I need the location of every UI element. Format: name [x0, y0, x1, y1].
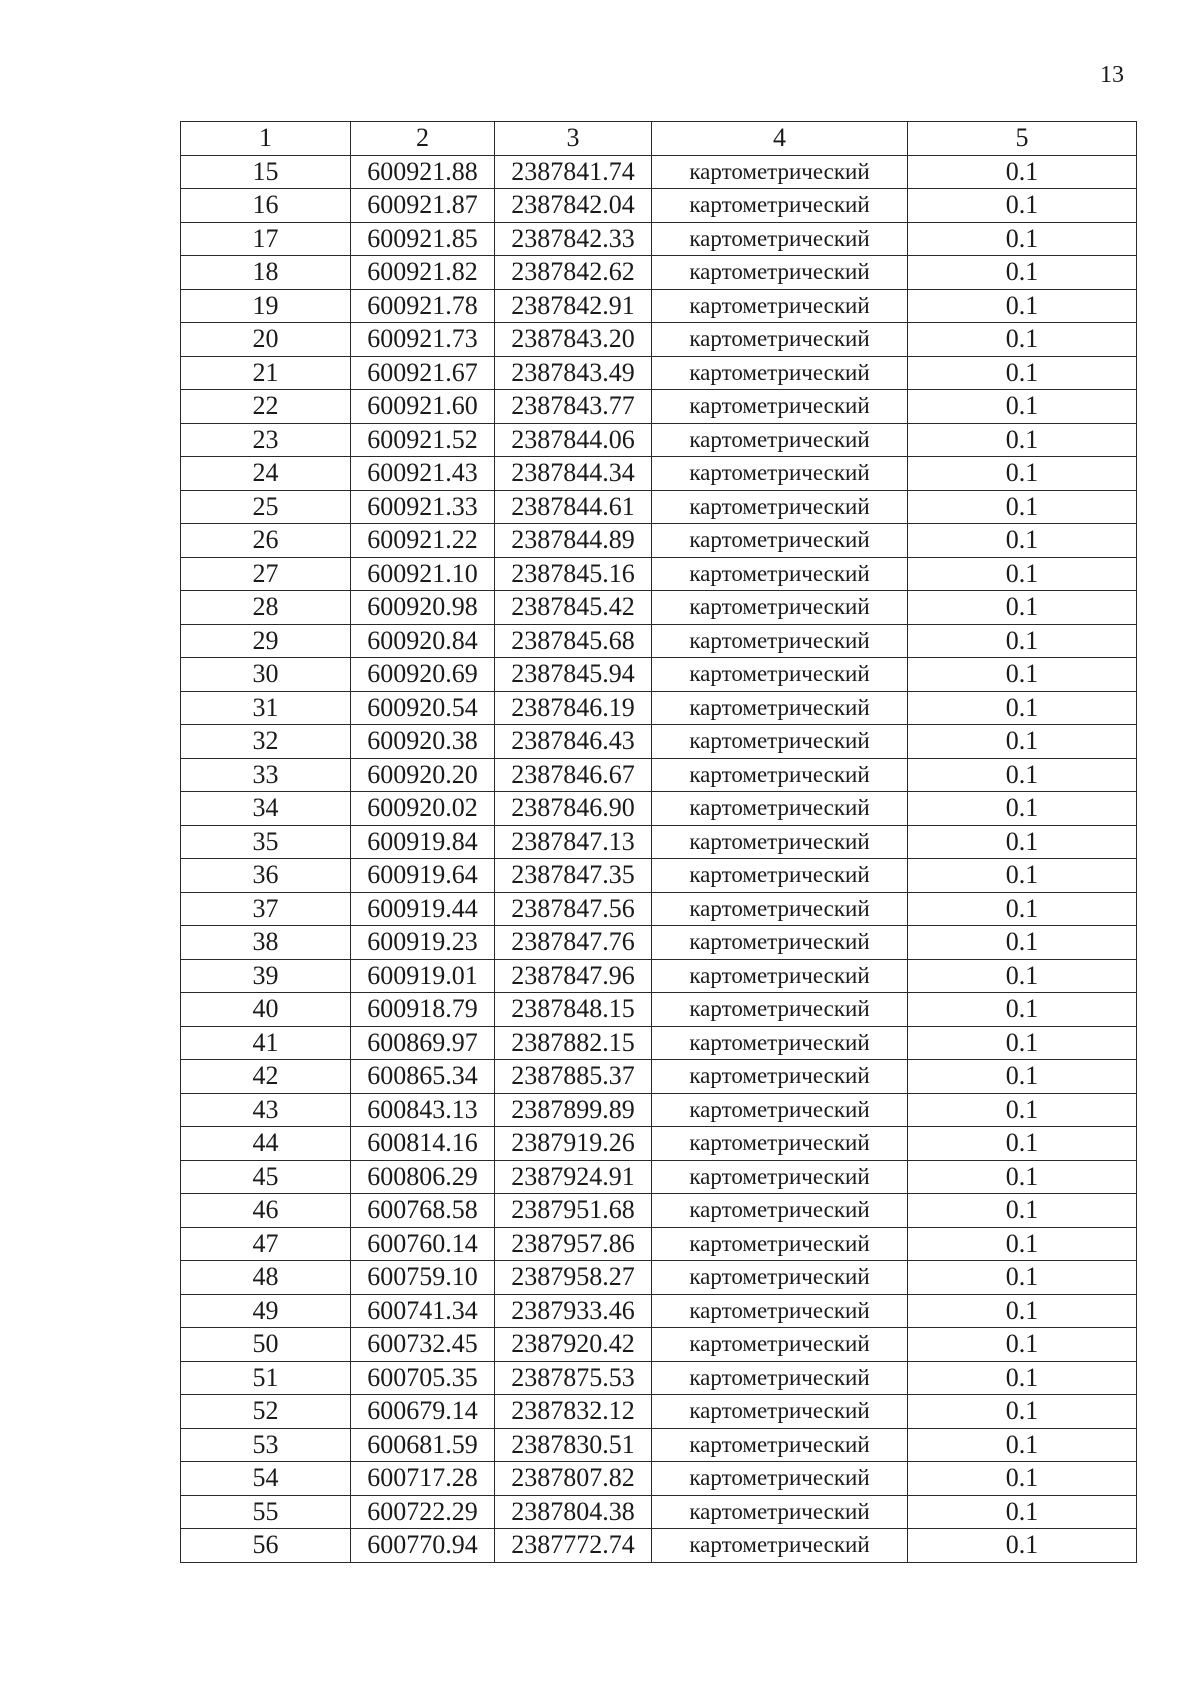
method-cell: картометрический: [652, 1127, 908, 1161]
point-number-cell: 45: [181, 1160, 351, 1194]
method-cell: картометрический: [652, 356, 908, 390]
table-row: [181, 1160, 1137, 1194]
y-coordinate-cell: 2387772.74: [495, 1529, 652, 1563]
table-row: [181, 390, 1137, 424]
accuracy-cell: 0.1: [908, 1227, 1137, 1261]
x-coordinate-cell: 600814.16: [351, 1127, 495, 1161]
table-row: [181, 222, 1137, 256]
point-number-cell: 32: [181, 725, 351, 759]
y-coordinate-cell: 2387843.49: [495, 356, 652, 390]
point-number-cell: 21: [181, 356, 351, 390]
y-coordinate-cell: 2387846.67: [495, 758, 652, 792]
y-coordinate-cell: 2387920.42: [495, 1328, 652, 1362]
y-coordinate-cell: 2387847.96: [495, 959, 652, 993]
y-coordinate-cell: 2387846.43: [495, 725, 652, 759]
accuracy-cell: 0.1: [908, 557, 1137, 591]
table-row: [181, 825, 1137, 859]
table-row: [181, 658, 1137, 692]
x-coordinate-cell: 600722.29: [351, 1495, 495, 1529]
x-coordinate-cell: 600919.23: [351, 926, 495, 960]
accuracy-cell: 0.1: [908, 1495, 1137, 1529]
y-coordinate-cell: 2387875.53: [495, 1361, 652, 1395]
table-row: [181, 423, 1137, 457]
point-number-cell: 22: [181, 390, 351, 424]
x-coordinate-cell: 600921.82: [351, 256, 495, 290]
column-header-1: 1: [181, 122, 351, 156]
point-number-cell: 42: [181, 1060, 351, 1094]
accuracy-cell: 0.1: [908, 1093, 1137, 1127]
x-coordinate-cell: 600869.97: [351, 1026, 495, 1060]
method-cell: картометрический: [652, 1361, 908, 1395]
y-coordinate-cell: 2387845.68: [495, 624, 652, 658]
y-coordinate-cell: 2387844.61: [495, 490, 652, 524]
y-coordinate-cell: 2387830.51: [495, 1428, 652, 1462]
method-cell: картометрический: [652, 256, 908, 290]
method-cell: картометрический: [652, 490, 908, 524]
x-coordinate-cell: 600920.20: [351, 758, 495, 792]
x-coordinate-cell: 600920.69: [351, 658, 495, 692]
y-coordinate-cell: 2387899.89: [495, 1093, 652, 1127]
x-coordinate-cell: 600918.79: [351, 993, 495, 1027]
point-number-cell: 43: [181, 1093, 351, 1127]
point-number-cell: 36: [181, 859, 351, 893]
table-row: [181, 189, 1137, 223]
accuracy-cell: 0.1: [908, 859, 1137, 893]
accuracy-cell: 0.1: [908, 423, 1137, 457]
table-row: [181, 1529, 1137, 1563]
method-cell: картометрический: [652, 557, 908, 591]
method-cell: картометрический: [652, 859, 908, 893]
table-row: [181, 792, 1137, 826]
method-cell: картометрический: [652, 758, 908, 792]
method-cell: картометрический: [652, 423, 908, 457]
x-coordinate-cell: 600741.34: [351, 1294, 495, 1328]
method-cell: картометрический: [652, 189, 908, 223]
x-coordinate-cell: 600806.29: [351, 1160, 495, 1194]
point-number-cell: 44: [181, 1127, 351, 1161]
point-number-cell: 53: [181, 1428, 351, 1462]
point-number-cell: 56: [181, 1529, 351, 1563]
method-cell: картометрический: [652, 624, 908, 658]
point-number-cell: 27: [181, 557, 351, 591]
table-row: [181, 1026, 1137, 1060]
table-row: [181, 1060, 1137, 1094]
method-cell: картометрический: [652, 993, 908, 1027]
method-cell: картометрический: [652, 457, 908, 491]
column-header-2: 2: [351, 122, 495, 156]
method-cell: картометрический: [652, 1227, 908, 1261]
method-cell: картометрический: [652, 926, 908, 960]
method-cell: картометрический: [652, 725, 908, 759]
accuracy-cell: 0.1: [908, 1428, 1137, 1462]
y-coordinate-cell: 2387958.27: [495, 1261, 652, 1295]
accuracy-cell: 0.1: [908, 323, 1137, 357]
x-coordinate-cell: 600921.73: [351, 323, 495, 357]
table-row: [181, 959, 1137, 993]
table-row: [181, 1194, 1137, 1228]
y-coordinate-cell: 2387841.74: [495, 155, 652, 189]
table-row: [181, 256, 1137, 290]
table-row: [181, 1395, 1137, 1429]
x-coordinate-cell: 600759.10: [351, 1261, 495, 1295]
y-coordinate-cell: 2387957.86: [495, 1227, 652, 1261]
table-row: [181, 1261, 1137, 1295]
x-coordinate-cell: 600921.10: [351, 557, 495, 591]
y-coordinate-cell: 2387844.89: [495, 524, 652, 558]
y-coordinate-cell: 2387848.15: [495, 993, 652, 1027]
y-coordinate-cell: 2387842.91: [495, 289, 652, 323]
accuracy-cell: 0.1: [908, 222, 1137, 256]
method-cell: картометрический: [652, 1160, 908, 1194]
y-coordinate-cell: 2387847.76: [495, 926, 652, 960]
point-number-cell: 49: [181, 1294, 351, 1328]
method-cell: картометрический: [652, 1462, 908, 1496]
x-coordinate-cell: 600921.60: [351, 390, 495, 424]
y-coordinate-cell: 2387804.38: [495, 1495, 652, 1529]
method-cell: картометрический: [652, 390, 908, 424]
accuracy-cell: 0.1: [908, 524, 1137, 558]
column-header-5: 5: [908, 122, 1137, 156]
method-cell: картометрический: [652, 892, 908, 926]
x-coordinate-cell: 600679.14: [351, 1395, 495, 1429]
y-coordinate-cell: 2387885.37: [495, 1060, 652, 1094]
point-number-cell: 47: [181, 1227, 351, 1261]
point-number-cell: 19: [181, 289, 351, 323]
x-coordinate-cell: 600921.67: [351, 356, 495, 390]
table-row: [181, 557, 1137, 591]
column-header-4: 4: [652, 122, 908, 156]
accuracy-cell: 0.1: [908, 1261, 1137, 1295]
method-cell: картометрический: [652, 691, 908, 725]
method-cell: картометрический: [652, 289, 908, 323]
method-cell: картометрический: [652, 959, 908, 993]
x-coordinate-cell: 600768.58: [351, 1194, 495, 1228]
x-coordinate-cell: 600921.85: [351, 222, 495, 256]
method-cell: картометрический: [652, 1093, 908, 1127]
x-coordinate-cell: 600865.34: [351, 1060, 495, 1094]
accuracy-cell: 0.1: [908, 1361, 1137, 1395]
accuracy-cell: 0.1: [908, 155, 1137, 189]
method-cell: картометрический: [652, 1026, 908, 1060]
x-coordinate-cell: 600717.28: [351, 1462, 495, 1496]
table-row: [181, 624, 1137, 658]
x-coordinate-cell: 600920.98: [351, 591, 495, 625]
method-cell: картометрический: [652, 1328, 908, 1362]
method-cell: картометрический: [652, 825, 908, 859]
point-number-cell: 25: [181, 490, 351, 524]
x-coordinate-cell: 600920.54: [351, 691, 495, 725]
x-coordinate-cell: 600921.88: [351, 155, 495, 189]
x-coordinate-cell: 600921.52: [351, 423, 495, 457]
x-coordinate-cell: 600919.44: [351, 892, 495, 926]
x-coordinate-cell: 600919.01: [351, 959, 495, 993]
point-number-cell: 23: [181, 423, 351, 457]
table-row: [181, 1227, 1137, 1261]
table-body: [181, 155, 1137, 1562]
accuracy-cell: 0.1: [908, 356, 1137, 390]
accuracy-cell: 0.1: [908, 691, 1137, 725]
point-number-cell: 52: [181, 1395, 351, 1429]
accuracy-cell: 0.1: [908, 926, 1137, 960]
method-cell: картометрический: [652, 1495, 908, 1529]
y-coordinate-cell: 2387845.94: [495, 658, 652, 692]
point-number-cell: 18: [181, 256, 351, 290]
y-coordinate-cell: 2387847.56: [495, 892, 652, 926]
point-number-cell: 15: [181, 155, 351, 189]
y-coordinate-cell: 2387882.15: [495, 1026, 652, 1060]
y-coordinate-cell: 2387951.68: [495, 1194, 652, 1228]
point-number-cell: 24: [181, 457, 351, 491]
table-row: [181, 926, 1137, 960]
point-number-cell: 31: [181, 691, 351, 725]
y-coordinate-cell: 2387845.16: [495, 557, 652, 591]
accuracy-cell: 0.1: [908, 1127, 1137, 1161]
point-number-cell: 51: [181, 1361, 351, 1395]
accuracy-cell: 0.1: [908, 792, 1137, 826]
point-number-cell: 17: [181, 222, 351, 256]
page-number: 13: [1100, 62, 1124, 88]
y-coordinate-cell: 2387924.91: [495, 1160, 652, 1194]
x-coordinate-cell: 600921.33: [351, 490, 495, 524]
x-coordinate-cell: 600770.94: [351, 1529, 495, 1563]
table-row: [181, 1495, 1137, 1529]
x-coordinate-cell: 600921.22: [351, 524, 495, 558]
y-coordinate-cell: 2387842.62: [495, 256, 652, 290]
table-header-row: [181, 122, 1137, 156]
method-cell: картометрический: [652, 1294, 908, 1328]
table-row: [181, 725, 1137, 759]
table-row: [181, 524, 1137, 558]
accuracy-cell: 0.1: [908, 1026, 1137, 1060]
accuracy-cell: 0.1: [908, 658, 1137, 692]
x-coordinate-cell: 600921.43: [351, 457, 495, 491]
table-row: [181, 1093, 1137, 1127]
accuracy-cell: 0.1: [908, 256, 1137, 290]
table-row: [181, 591, 1137, 625]
table-row: [181, 1462, 1137, 1496]
x-coordinate-cell: 600843.13: [351, 1093, 495, 1127]
table-row: [181, 490, 1137, 524]
x-coordinate-cell: 600921.87: [351, 189, 495, 223]
accuracy-cell: 0.1: [908, 825, 1137, 859]
x-coordinate-cell: 600920.38: [351, 725, 495, 759]
y-coordinate-cell: 2387847.13: [495, 825, 652, 859]
y-coordinate-cell: 2387933.46: [495, 1294, 652, 1328]
accuracy-cell: 0.1: [908, 1462, 1137, 1496]
point-number-cell: 35: [181, 825, 351, 859]
x-coordinate-cell: 600920.02: [351, 792, 495, 826]
y-coordinate-cell: 2387844.06: [495, 423, 652, 457]
point-number-cell: 48: [181, 1261, 351, 1295]
x-coordinate-cell: 600919.64: [351, 859, 495, 893]
x-coordinate-cell: 600760.14: [351, 1227, 495, 1261]
method-cell: картометрический: [652, 1060, 908, 1094]
method-cell: картометрический: [652, 323, 908, 357]
accuracy-cell: 0.1: [908, 624, 1137, 658]
point-number-cell: 55: [181, 1495, 351, 1529]
accuracy-cell: 0.1: [908, 892, 1137, 926]
point-number-cell: 38: [181, 926, 351, 960]
y-coordinate-cell: 2387919.26: [495, 1127, 652, 1161]
accuracy-cell: 0.1: [908, 289, 1137, 323]
point-number-cell: 39: [181, 959, 351, 993]
point-number-cell: 33: [181, 758, 351, 792]
accuracy-cell: 0.1: [908, 390, 1137, 424]
point-number-cell: 54: [181, 1462, 351, 1496]
point-number-cell: 37: [181, 892, 351, 926]
y-coordinate-cell: 2387842.33: [495, 222, 652, 256]
method-cell: картометрический: [652, 1529, 908, 1563]
point-number-cell: 50: [181, 1328, 351, 1362]
point-number-cell: 40: [181, 993, 351, 1027]
accuracy-cell: 0.1: [908, 993, 1137, 1027]
table-row: [181, 859, 1137, 893]
point-number-cell: 29: [181, 624, 351, 658]
y-coordinate-cell: 2387844.34: [495, 457, 652, 491]
accuracy-cell: 0.1: [908, 1194, 1137, 1228]
table-row: [181, 356, 1137, 390]
y-coordinate-cell: 2387807.82: [495, 1462, 652, 1496]
accuracy-cell: 0.1: [908, 1060, 1137, 1094]
point-number-cell: 41: [181, 1026, 351, 1060]
method-cell: картометрический: [652, 1395, 908, 1429]
method-cell: картометрический: [652, 658, 908, 692]
x-coordinate-cell: 600919.84: [351, 825, 495, 859]
y-coordinate-cell: 2387842.04: [495, 189, 652, 223]
table-row: [181, 1361, 1137, 1395]
method-cell: картометрический: [652, 155, 908, 189]
coordinates-table: [180, 121, 1137, 1563]
point-number-cell: 16: [181, 189, 351, 223]
method-cell: картометрический: [652, 1428, 908, 1462]
table-row: [181, 1328, 1137, 1362]
column-header-3: 3: [495, 122, 652, 156]
accuracy-cell: 0.1: [908, 591, 1137, 625]
accuracy-cell: 0.1: [908, 1160, 1137, 1194]
y-coordinate-cell: 2387846.90: [495, 792, 652, 826]
method-cell: картометрический: [652, 1194, 908, 1228]
x-coordinate-cell: 600732.45: [351, 1328, 495, 1362]
accuracy-cell: 0.1: [908, 1328, 1137, 1362]
x-coordinate-cell: 600921.78: [351, 289, 495, 323]
method-cell: картометрический: [652, 792, 908, 826]
point-number-cell: 28: [181, 591, 351, 625]
point-number-cell: 20: [181, 323, 351, 357]
table-row: [181, 1127, 1137, 1161]
x-coordinate-cell: 600705.35: [351, 1361, 495, 1395]
table-row: [181, 457, 1137, 491]
table-row: [181, 289, 1137, 323]
table-row: [181, 323, 1137, 357]
table-row: [181, 1428, 1137, 1462]
y-coordinate-cell: 2387832.12: [495, 1395, 652, 1429]
table-row: [181, 155, 1137, 189]
y-coordinate-cell: 2387843.77: [495, 390, 652, 424]
accuracy-cell: 0.1: [908, 457, 1137, 491]
table-row: [181, 758, 1137, 792]
table-row: [181, 993, 1137, 1027]
y-coordinate-cell: 2387846.19: [495, 691, 652, 725]
accuracy-cell: 0.1: [908, 959, 1137, 993]
x-coordinate-cell: 600920.84: [351, 624, 495, 658]
y-coordinate-cell: 2387845.42: [495, 591, 652, 625]
method-cell: картометрический: [652, 524, 908, 558]
accuracy-cell: 0.1: [908, 758, 1137, 792]
method-cell: картометрический: [652, 591, 908, 625]
accuracy-cell: 0.1: [908, 1294, 1137, 1328]
table-row: [181, 892, 1137, 926]
method-cell: картометрический: [652, 222, 908, 256]
accuracy-cell: 0.1: [908, 1529, 1137, 1563]
accuracy-cell: 0.1: [908, 490, 1137, 524]
y-coordinate-cell: 2387847.35: [495, 859, 652, 893]
accuracy-cell: 0.1: [908, 725, 1137, 759]
table-row: [181, 1294, 1137, 1328]
point-number-cell: 26: [181, 524, 351, 558]
accuracy-cell: 0.1: [908, 1395, 1137, 1429]
accuracy-cell: 0.1: [908, 189, 1137, 223]
table-row: [181, 691, 1137, 725]
point-number-cell: 30: [181, 658, 351, 692]
y-coordinate-cell: 2387843.20: [495, 323, 652, 357]
x-coordinate-cell: 600681.59: [351, 1428, 495, 1462]
point-number-cell: 34: [181, 792, 351, 826]
point-number-cell: 46: [181, 1194, 351, 1228]
method-cell: картометрический: [652, 1261, 908, 1295]
